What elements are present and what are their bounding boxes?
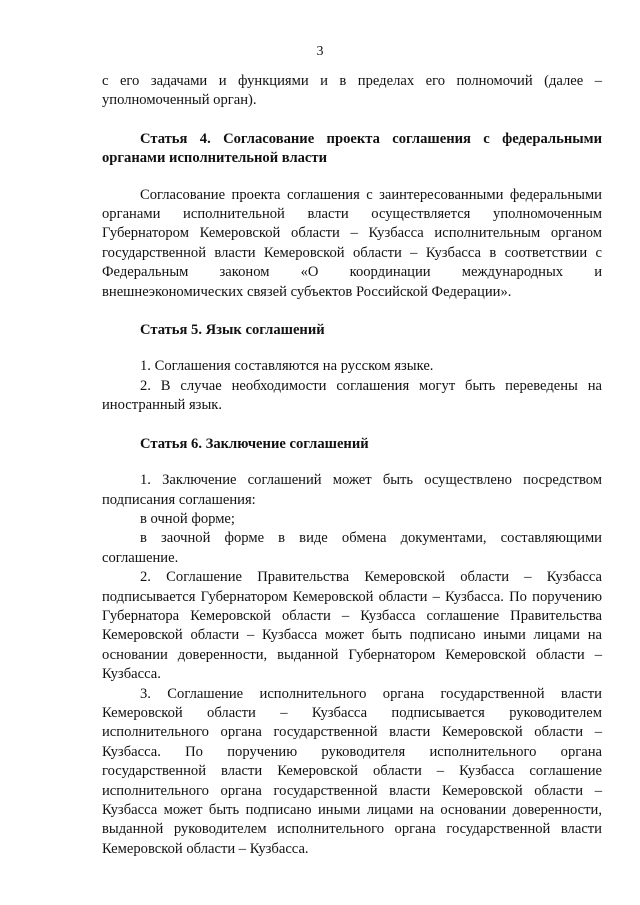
article-6-item-1a: в очной форме;: [140, 510, 235, 527]
article-6-title: Статья 6. Заключение соглашений: [140, 435, 369, 452]
article-6-item-1b: в заочной форме в виде обмена документами, составляющими соглашение.: [102, 530, 602, 566]
article-6-item-2: 2. Соглашение Правительства Кемеровской области – Кузбасса подписывается Губернатором Кемеровской области – Кузбасса. По поручению Губернатора Кемеровской области – Кузбасса соглашение Правительства Кемеровской области – Кузбасса может быть подписано иными лицами на основании доверенности, выданной Губернатором Кемеровской области – Кузбасса.: [102, 569, 602, 683]
article-5-item-2: 2. В случае необходимости соглашения могут быть переведены на иностранный язык.: [102, 377, 602, 414]
article-5-item-1: 1. Соглашения составляются на русском языке.: [140, 358, 434, 375]
article-5-title: Статья 5. Язык соглашений: [140, 322, 325, 339]
article-6-item-1: 1. Заключение соглашений может быть осуществлено посредством подписания соглашения:: [102, 472, 602, 508]
intro-paragraph: с его задачами и функциями и в пределах его полномочий (далее – уполномоченный орган).: [102, 73, 602, 109]
article-4-title: Статья 4. Согласование проекта соглашения с федеральными органами исполнительной власти: [102, 130, 602, 167]
article-4-paragraph: Согласование проекта соглашения с заинтересованными федеральными органами исполнительной власти осуществляется уполномоченным Губернатором Кемеровской области – Кузбасса исполнительным органом государственной власти Кемеровской области – Кузбасса в соответствии с Федеральным законом «О координации международных и внешнеэкономических связей субъектов Российской Федерации».: [102, 186, 602, 300]
article-6-item-3: 3. Соглашение исполнительного органа государственной власти Кемеровской области – Кузбасса подписывается руководителем исполнительного органа государственной власти Кемеровской области – Кузбасса. По поручению руководителя исполнительного органа государственной власти Кемеровской области – Кузбасса соглашение исполнительного органа государственной власти Кемеровской области – Кузбасса может быть подписано иными лицами на основании доверенности, выданной руководителем исполнительного органа государственной власти Кемеровской области – Кузбасса.: [102, 685, 602, 857]
document-body: [102, 72, 602, 859]
page-number: 3: [316, 44, 324, 59]
